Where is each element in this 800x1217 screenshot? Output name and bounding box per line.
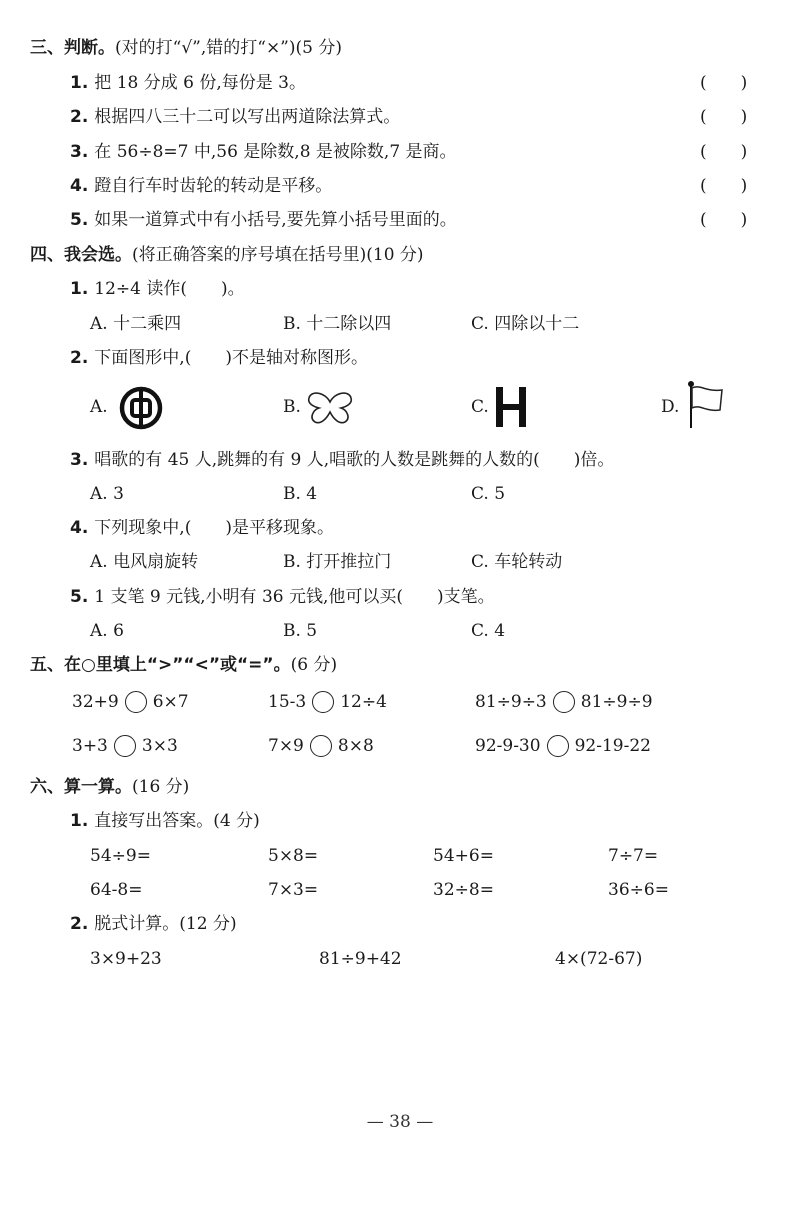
compare-circle[interactable]: [114, 735, 136, 757]
q2-option-d[interactable]: [661, 395, 679, 419]
item-number: 4.: [70, 518, 89, 538]
letter-h-shape-icon: [494, 385, 528, 429]
compare-right: 3×3: [141, 736, 178, 756]
section-4-title: 四、我会选。: [30, 245, 132, 265]
section-5-note: (6 分): [290, 655, 338, 675]
item-number: 5.: [70, 210, 89, 230]
compare-circle[interactable]: [312, 691, 334, 713]
step-calc-3[interactable]: 4×(72-67): [555, 949, 643, 969]
item-number: 2.: [70, 107, 89, 127]
option-label: A.: [90, 397, 108, 417]
compare-right: 6×7: [152, 692, 189, 712]
step-calc-1[interactable]: 3×9+23: [90, 949, 162, 969]
compare-left: 15-3: [268, 692, 307, 712]
compare-4: [72, 733, 178, 759]
compare-circle[interactable]: [125, 691, 147, 713]
q4-option-c[interactable]: C. 车轮转动: [471, 552, 563, 572]
section-3-title: 三、判断。: [30, 38, 115, 58]
oral-calc-5[interactable]: 64-8=: [90, 880, 143, 900]
answer-paren-4[interactable]: ( ): [700, 176, 748, 196]
compare-6: [475, 733, 651, 759]
compare-left: 7×9: [268, 736, 304, 756]
judge-item-5: [70, 208, 457, 232]
item-text: 蹬自行车时齿轮的转动是平移。: [94, 176, 333, 196]
compare-5: [268, 733, 374, 759]
oral-calc-7[interactable]: 32÷8=: [433, 880, 494, 900]
item-text: 脱式计算。(12 分): [94, 914, 237, 934]
section-3-note: (对的打“√”,错的打“×”)(5 分): [115, 38, 342, 58]
judge-item-3: [70, 140, 457, 164]
page-number: — 38 —: [366, 1112, 434, 1132]
q5-option-a[interactable]: A. 6: [90, 621, 124, 641]
answer-paren-1[interactable]: ( ): [700, 73, 748, 93]
step-calc-2[interactable]: 81÷9+42: [319, 949, 402, 969]
q3-option-b[interactable]: B. 4: [283, 484, 318, 504]
section-3-header: [30, 36, 342, 60]
item-text: 下列现象中,( )是平移现象。: [94, 518, 334, 538]
judge-item-2: [70, 105, 400, 129]
answer-paren-5[interactable]: ( ): [700, 210, 748, 230]
oral-calc-6[interactable]: 7×3=: [268, 880, 319, 900]
item-number: 1.: [70, 279, 89, 299]
item-text: 把 18 分成 6 份,每份是 3。: [94, 73, 306, 93]
oral-calc-8[interactable]: 36÷6=: [608, 880, 669, 900]
oral-calc-3[interactable]: 54+6=: [433, 846, 494, 866]
compare-right: 12÷4: [340, 692, 387, 712]
option-label: C.: [471, 397, 489, 417]
compare-circle[interactable]: [310, 735, 332, 757]
q2-option-c[interactable]: [471, 395, 489, 419]
choice-q3: [70, 448, 614, 472]
oral-calc-1[interactable]: 54÷9=: [90, 846, 151, 866]
calc-part-2: [70, 912, 237, 936]
q1-option-a[interactable]: A. 十二乘四: [90, 314, 182, 334]
q2-option-b[interactable]: [283, 395, 301, 419]
compare-circle[interactable]: [547, 735, 569, 757]
item-number: 2.: [70, 914, 89, 934]
item-number: 4.: [70, 176, 89, 196]
q3-option-a[interactable]: A. 3: [90, 484, 124, 504]
bank-coin-logo-icon: [118, 385, 164, 431]
compare-right: 92-19-22: [574, 736, 651, 756]
butterfly-icon: [305, 390, 355, 426]
section-5-header: [30, 653, 337, 677]
item-number: 5.: [70, 587, 89, 607]
compare-1: [72, 689, 189, 715]
compare-left: 32+9: [72, 692, 119, 712]
compare-left: 81÷9÷3: [475, 692, 547, 712]
choice-q2: [70, 346, 368, 370]
item-text: 如果一道算式中有小括号,要先算小括号里面的。: [94, 210, 457, 230]
item-text: 1 支笔 9 元钱,小明有 36 元钱,他可以买( )支笔。: [94, 587, 495, 607]
q5-option-c[interactable]: C. 4: [471, 621, 506, 641]
item-number: 2.: [70, 348, 89, 368]
item-text: 下面图形中,( )不是轴对称图形。: [94, 348, 368, 368]
q3-option-c[interactable]: C. 5: [471, 484, 506, 504]
item-text: 12÷4 读作( )。: [94, 279, 245, 299]
section-6-title: 六、算一算。: [30, 777, 132, 797]
option-label: D.: [661, 397, 680, 417]
answer-paren-2[interactable]: ( ): [700, 107, 748, 127]
section-6-header: [30, 775, 189, 799]
item-number: 1.: [70, 73, 89, 93]
oral-calc-4[interactable]: 7÷7=: [608, 846, 659, 866]
q4-option-a[interactable]: A. 电风扇旋转: [90, 552, 199, 572]
compare-2: [268, 689, 387, 715]
item-text: 唱歌的有 45 人,跳舞的有 9 人,唱歌的人数是跳舞的人数的( )倍。: [94, 450, 615, 470]
option-label: B.: [283, 397, 301, 417]
judge-item-1: [70, 71, 306, 95]
q4-option-b[interactable]: B. 打开推拉门: [283, 552, 392, 572]
choice-q1: [70, 277, 245, 301]
judge-item-4: [70, 174, 332, 198]
compare-left: 92-9-30: [475, 736, 541, 756]
q1-option-c[interactable]: C. 四除以十二: [471, 314, 580, 334]
compare-3: [475, 689, 653, 715]
choice-q4: [70, 516, 334, 540]
q5-option-b[interactable]: B. 5: [283, 621, 318, 641]
compare-right: 81÷9÷9: [580, 692, 653, 712]
section-4-note: (将正确答案的序号填在括号里)(10 分): [132, 245, 424, 265]
calc-part-1: [70, 809, 260, 833]
item-text: 在 56÷8=7 中,56 是除数,8 是被除数,7 是商。: [94, 142, 457, 162]
item-number: 3.: [70, 450, 89, 470]
compare-left: 3+3: [72, 736, 108, 756]
section-4-header: [30, 243, 424, 267]
compare-right: 8×8: [337, 736, 374, 756]
compare-circle[interactable]: [553, 691, 575, 713]
choice-q5: [70, 585, 495, 609]
item-number: 3.: [70, 142, 89, 162]
q1-option-b[interactable]: B. 十二除以四: [283, 314, 392, 334]
section-6-note: (16 分): [132, 777, 190, 797]
section-5-title: 五、在○里填上“>”“<”或“=”。: [30, 655, 291, 675]
item-text: 直接写出答案。(4 分): [94, 811, 260, 831]
item-text: 根据四八三十二可以写出两道除法算式。: [94, 107, 401, 127]
answer-paren-3[interactable]: ( ): [700, 142, 748, 162]
q2-option-a[interactable]: [90, 395, 108, 419]
item-number: 1.: [70, 811, 89, 831]
oral-calc-2[interactable]: 5×8=: [268, 846, 319, 866]
flag-icon: [684, 380, 726, 430]
